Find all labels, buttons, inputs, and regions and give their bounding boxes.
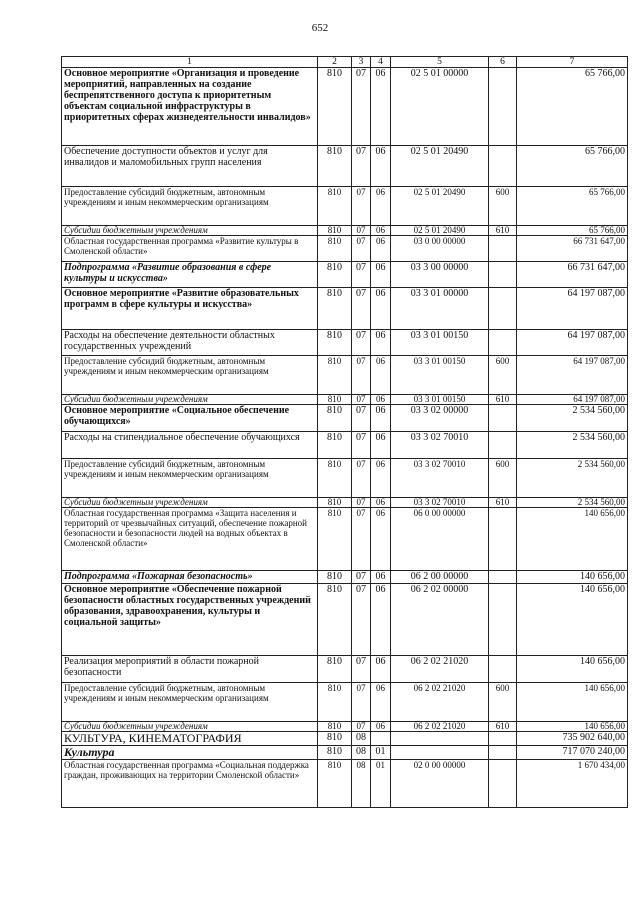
- row-name-cell: Расходы на стипендиальное обеспечение обучающихся: [62, 432, 318, 459]
- header-row: [62, 57, 628, 68]
- amount-cell: 64 197 087,00: [517, 330, 628, 356]
- subsection-cell: 06: [371, 262, 391, 288]
- subsection-cell: 06: [371, 722, 391, 732]
- expense-type-cell: [489, 760, 517, 808]
- section-cell: 07: [352, 459, 371, 498]
- expense-type-cell: [489, 432, 517, 459]
- subsection-cell: 06: [371, 146, 391, 187]
- code-cell: 810: [318, 498, 352, 508]
- table-row: [62, 288, 628, 330]
- code-cell: 810: [318, 405, 352, 432]
- subsection-cell: 06: [371, 432, 391, 459]
- table-row: [62, 683, 628, 722]
- table-row: [62, 722, 628, 732]
- amount-cell: 65 766,00: [517, 146, 628, 187]
- amount-cell: 2 534 560,00: [517, 432, 628, 459]
- section-cell: 07: [352, 508, 371, 571]
- expense-type-cell: 600: [489, 683, 517, 722]
- table-row: [62, 226, 628, 236]
- expense-type-cell: [489, 288, 517, 330]
- expense-type-cell: [489, 508, 517, 571]
- row-name-cell: Предоставление субсидий бюджетным, автономным учреждениям и иным некоммерческим организациям: [62, 459, 318, 498]
- amount-cell: 64 197 087,00: [517, 356, 628, 395]
- target-article-cell: 02 5 01 20490: [391, 187, 489, 226]
- subsection-cell: 06: [371, 508, 391, 571]
- amount-cell: 2 534 560,00: [517, 459, 628, 498]
- expense-type-cell: [489, 746, 517, 760]
- target-article-cell: 03 3 02 70010: [391, 498, 489, 508]
- section-cell: 08: [352, 760, 371, 808]
- target-article-cell: 03 3 02 70010: [391, 459, 489, 498]
- row-name-cell: Субсидии бюджетным учреждениям: [62, 498, 318, 508]
- row-name-cell: Областная государственная программа «Социальная поддержка граждан, проживающих на территории Смоленской области»: [62, 760, 318, 808]
- row-name-cell: Подпрограмма «Пожарная безопасность»: [62, 571, 318, 584]
- expense-type-cell: [489, 330, 517, 356]
- code-cell: 810: [318, 722, 352, 732]
- section-cell: 07: [352, 656, 371, 683]
- column-header: 7: [517, 57, 628, 68]
- expense-type-cell: [489, 584, 517, 656]
- amount-cell: 2 534 560,00: [517, 405, 628, 432]
- expense-type-cell: 610: [489, 226, 517, 236]
- table-row: [62, 432, 628, 459]
- row-name-cell: Основное мероприятие «Обеспечение пожарной безопасности областных государственных учреждений образования, здравоохранения, культуры и социальной защиты»: [62, 584, 318, 656]
- table-row: [62, 68, 628, 146]
- table-row: [62, 395, 628, 405]
- section-cell: 07: [352, 584, 371, 656]
- amount-cell: 2 534 560,00: [517, 498, 628, 508]
- amount-cell: 65 766,00: [517, 187, 628, 226]
- amount-cell: 65 766,00: [517, 68, 628, 146]
- column-header: 2: [318, 57, 352, 68]
- code-cell: 810: [318, 571, 352, 584]
- code-cell: 810: [318, 330, 352, 356]
- expense-type-cell: 610: [489, 395, 517, 405]
- target-article-cell: 03 3 01 00150: [391, 330, 489, 356]
- column-header: 6: [489, 57, 517, 68]
- section-cell: 07: [352, 395, 371, 405]
- code-cell: 810: [318, 746, 352, 760]
- row-name-cell: Обеспечение доступности объектов и услуг для инвалидов и маломобильных групп населения: [62, 146, 318, 187]
- table-row: [62, 356, 628, 395]
- amount-cell: 64 197 087,00: [517, 395, 628, 405]
- code-cell: 810: [318, 262, 352, 288]
- section-cell: 07: [352, 236, 371, 262]
- code-cell: 810: [318, 68, 352, 146]
- table-body: [62, 68, 628, 808]
- code-cell: 810: [318, 760, 352, 808]
- code-cell: 810: [318, 236, 352, 262]
- row-name-cell: Областная государственная программа «Защита населения и территорий от чрезвычайных ситуаций, обеспечение пожарной безопасности и безопасности людей на водных объектах в Смоленской области»: [62, 508, 318, 571]
- row-name-cell: Подпрограмма «Развитие образования в сфере культуры и искусства»: [62, 262, 318, 288]
- amount-cell: 66 731 647,00: [517, 236, 628, 262]
- code-cell: 810: [318, 432, 352, 459]
- target-article-cell: 03 3 00 00000: [391, 262, 489, 288]
- expense-type-cell: [489, 262, 517, 288]
- subsection-cell: 06: [371, 288, 391, 330]
- amount-cell: 1 670 434,00: [517, 760, 628, 808]
- subsection-cell: 06: [371, 236, 391, 262]
- subsection-cell: 06: [371, 356, 391, 395]
- row-name-cell: Предоставление субсидий бюджетным, автономным учреждениям и иным некоммерческим организациям: [62, 683, 318, 722]
- amount-cell: 717 070 240,00: [517, 746, 628, 760]
- target-article-cell: 06 2 02 00000: [391, 584, 489, 656]
- subsection-cell: 06: [371, 498, 391, 508]
- code-cell: 810: [318, 395, 352, 405]
- table-row: [62, 262, 628, 288]
- section-cell: 08: [352, 746, 371, 760]
- table-row: [62, 187, 628, 226]
- subsection-cell: 01: [371, 760, 391, 808]
- expense-type-cell: [489, 146, 517, 187]
- table-row: [62, 236, 628, 262]
- table-row: [62, 571, 628, 584]
- subsection-cell: 06: [371, 330, 391, 356]
- subsection-cell: 06: [371, 459, 391, 498]
- target-article-cell: 03 0 00 00000: [391, 236, 489, 262]
- amount-cell: 140 656,00: [517, 571, 628, 584]
- section-cell: 07: [352, 187, 371, 226]
- row-name-cell: Субсидии бюджетным учреждениям: [62, 395, 318, 405]
- expense-type-cell: 600: [489, 187, 517, 226]
- row-name-cell: Областная государственная программа «Развитие культуры в Смоленской области»: [62, 236, 318, 262]
- expense-type-cell: [489, 236, 517, 262]
- target-article-cell: 03 3 01 00000: [391, 288, 489, 330]
- target-article-cell: 03 3 01 00150: [391, 395, 489, 405]
- section-cell: 07: [352, 432, 371, 459]
- row-name-cell: Субсидии бюджетным учреждениям: [62, 226, 318, 236]
- target-article-cell: 06 0 00 00000: [391, 508, 489, 571]
- column-header: 3: [352, 57, 371, 68]
- expense-type-cell: [489, 68, 517, 146]
- amount-cell: 66 731 647,00: [517, 262, 628, 288]
- target-article-cell: 02 0 00 00000: [391, 760, 489, 808]
- table-row: [62, 498, 628, 508]
- target-article-cell: 06 2 02 21020: [391, 722, 489, 732]
- table-row: [62, 656, 628, 683]
- expense-type-cell: 600: [489, 356, 517, 395]
- target-article-cell: 02 5 01 20490: [391, 146, 489, 187]
- row-name-cell: КУЛЬТУРА, КИНЕМАТОГРАФИЯ: [62, 732, 318, 746]
- column-header: 4: [371, 57, 391, 68]
- row-name-cell: Основное мероприятие «Развитие образовательных программ в сфере культуры и искусства»: [62, 288, 318, 330]
- code-cell: 810: [318, 356, 352, 395]
- expense-type-cell: [489, 656, 517, 683]
- subsection-cell: 06: [371, 571, 391, 584]
- table-row: [62, 732, 628, 746]
- target-article-cell: 03 3 02 00000: [391, 405, 489, 432]
- row-name-cell: Основное мероприятие «Социальное обеспечение обучающихся»: [62, 405, 318, 432]
- subsection-cell: 06: [371, 683, 391, 722]
- subsection-cell: 01: [371, 746, 391, 760]
- code-cell: 810: [318, 226, 352, 236]
- section-cell: 07: [352, 356, 371, 395]
- code-cell: 810: [318, 459, 352, 498]
- section-cell: 08: [352, 732, 371, 746]
- section-cell: 07: [352, 722, 371, 732]
- section-cell: 07: [352, 571, 371, 584]
- subsection-cell: 06: [371, 68, 391, 146]
- amount-cell: 140 656,00: [517, 722, 628, 732]
- target-article-cell: 03 3 02 70010: [391, 432, 489, 459]
- target-article-cell: 03 3 01 00150: [391, 356, 489, 395]
- table-row: [62, 760, 628, 808]
- target-article-cell: 06 2 00 00000: [391, 571, 489, 584]
- target-article-cell: 06 2 02 21020: [391, 656, 489, 683]
- section-cell: 07: [352, 226, 371, 236]
- section-cell: 07: [352, 146, 371, 187]
- target-article-cell: 02 5 01 20490: [391, 226, 489, 236]
- code-cell: 810: [318, 187, 352, 226]
- amount-cell: 735 902 640,00: [517, 732, 628, 746]
- amount-cell: 140 656,00: [517, 584, 628, 656]
- code-cell: 810: [318, 146, 352, 187]
- expense-type-cell: 610: [489, 722, 517, 732]
- subsection-cell: 06: [371, 584, 391, 656]
- table-row: [62, 584, 628, 656]
- expense-type-cell: 600: [489, 459, 517, 498]
- expense-type-cell: 610: [489, 498, 517, 508]
- table-row: [62, 405, 628, 432]
- column-header: 5: [391, 57, 489, 68]
- subsection-cell: 06: [371, 226, 391, 236]
- section-cell: 07: [352, 262, 371, 288]
- subsection-cell: 06: [371, 395, 391, 405]
- code-cell: 810: [318, 656, 352, 683]
- table-row: [62, 459, 628, 498]
- code-cell: 810: [318, 683, 352, 722]
- table-row: [62, 508, 628, 571]
- subsection-cell: 06: [371, 187, 391, 226]
- section-cell: 07: [352, 68, 371, 146]
- amount-cell: 65 766,00: [517, 226, 628, 236]
- row-name-cell: Реализация мероприятий в области пожарной безопасности: [62, 656, 318, 683]
- target-article-cell: [391, 746, 489, 760]
- table-row: [62, 146, 628, 187]
- target-article-cell: 06 2 02 21020: [391, 683, 489, 722]
- amount-cell: 64 197 087,00: [517, 288, 628, 330]
- section-cell: 07: [352, 683, 371, 722]
- subsection-cell: 06: [371, 405, 391, 432]
- target-article-cell: [391, 732, 489, 746]
- expense-type-cell: [489, 732, 517, 746]
- amount-cell: 140 656,00: [517, 656, 628, 683]
- expense-type-cell: [489, 405, 517, 432]
- target-article-cell: 02 5 01 00000: [391, 68, 489, 146]
- table-row: [62, 746, 628, 760]
- code-cell: 810: [318, 508, 352, 571]
- subsection-cell: [371, 732, 391, 746]
- row-name-cell: Основное мероприятие «Организация и проведение мероприятий, направленных на создание беспрепятственного доступа к приоритетным объектам социальной инфраструктуры в приоритетных сферах жизнедеятельности инвалидов»: [62, 68, 318, 146]
- budget-table: [61, 56, 628, 808]
- row-name-cell: Культура: [62, 746, 318, 760]
- section-cell: 07: [352, 330, 371, 356]
- subsection-cell: 06: [371, 656, 391, 683]
- expense-type-cell: [489, 571, 517, 584]
- row-name-cell: Субсидии бюджетным учреждениям: [62, 722, 318, 732]
- row-name-cell: Предоставление субсидий бюджетным, автономным учреждениям и иным некоммерческим организациям: [62, 356, 318, 395]
- amount-cell: 140 656,00: [517, 508, 628, 571]
- code-cell: 810: [318, 584, 352, 656]
- section-cell: 07: [352, 498, 371, 508]
- amount-cell: 140 656,00: [517, 683, 628, 722]
- code-cell: 810: [318, 732, 352, 746]
- table-row: [62, 330, 628, 356]
- row-name-cell: Предоставление субсидий бюджетным, автономным учреждениям и иным некоммерческим организациям: [62, 187, 318, 226]
- row-name-cell: Расходы на обеспечение деятельности областных государственных учреждений: [62, 330, 318, 356]
- code-cell: 810: [318, 288, 352, 330]
- column-header: 1: [62, 57, 318, 68]
- section-cell: 07: [352, 288, 371, 330]
- section-cell: 07: [352, 405, 371, 432]
- page-number: 652: [311, 22, 329, 34]
